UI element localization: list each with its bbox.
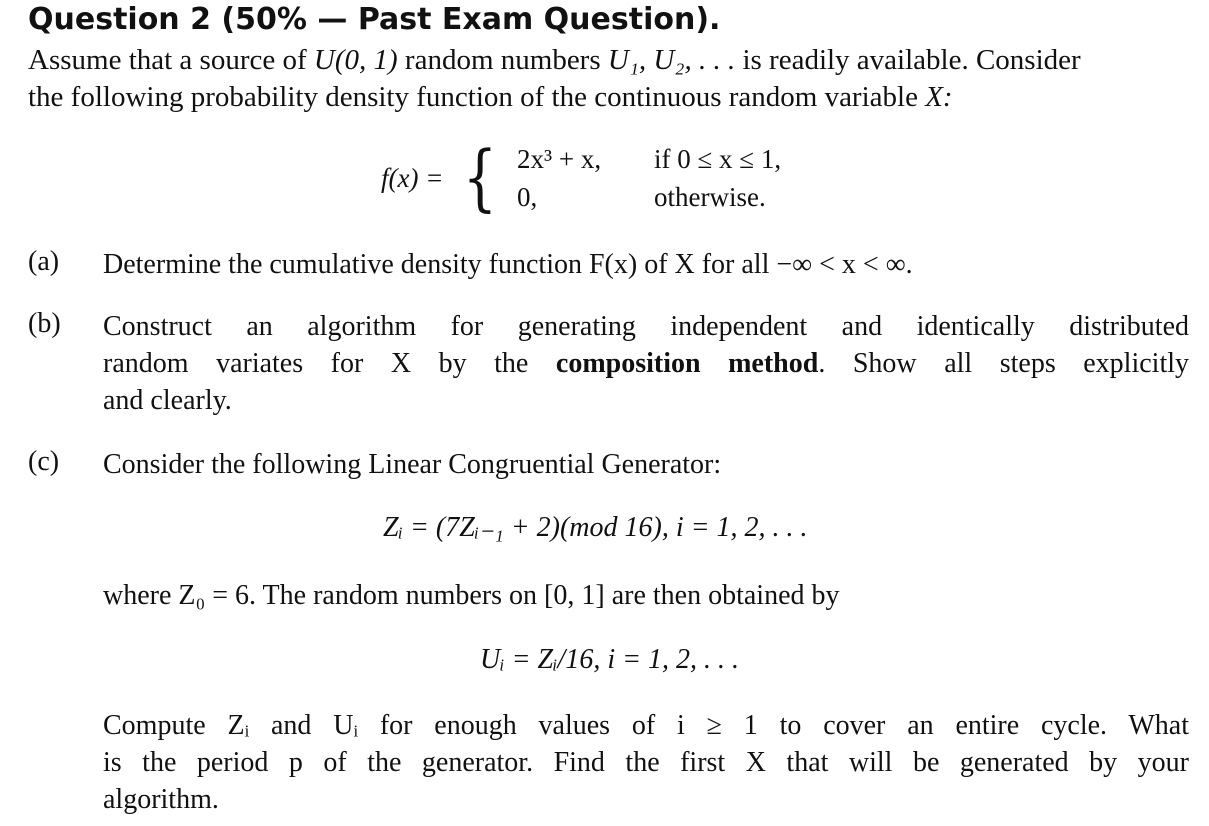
part-c-where: where Z₀ = 6. The random numbers on [0, 1] are then obtained by (103, 580, 840, 611)
part-a-label: (a) (28, 246, 60, 277)
uniform-formula: Uᵢ = Zᵢ/16, i = 1, 2, . . . (480, 644, 739, 675)
pdf-case1-expression: 2x³ + x, (517, 144, 602, 174)
intro-line-2: the following probability density function of the continuous random variable X: (28, 81, 953, 113)
pdf-case2-expression: 0, (517, 182, 538, 212)
pdf-brace: { (462, 135, 498, 219)
intro-line-1: Assume that a source of U(0, 1) random numbers U₁, U₂, . . . is readily available. Consider (28, 44, 1081, 76)
pdf-case1-condition: if 0 ≤ x ≤ 1, (654, 144, 782, 174)
part-b-text: Construct an algorithm for generating independent and identically distributed random variates for X by the composition method. Show all steps explicitly and clearly. (103, 311, 1190, 416)
part-c-label: (c) (28, 446, 60, 477)
part-c-intro: Consider the following Linear Congruential Generator: (103, 449, 722, 480)
question-heading: Question 2 (50% — Past Exam Question). (28, 2, 721, 37)
pdf-case2-condition: otherwise. (654, 182, 766, 212)
pdf-lhs: f(x) = (381, 163, 444, 193)
part-b-label: (b) (28, 308, 61, 339)
lcg-equation: Zᵢ = (7Zᵢ₋₁ + 2)(mod 16), i = 1, 2, . . . (383, 512, 808, 543)
part-c-task: Compute Zᵢ and Uᵢ for enough values of i ≥ 1 to cover an entire cycle. What is the period p of the generator. Find the first X that will be generated by your algorithm. (103, 710, 1189, 815)
part-a-text: Determine the cumulative density function F(x) of X for all −∞ < x < ∞. (103, 249, 913, 280)
